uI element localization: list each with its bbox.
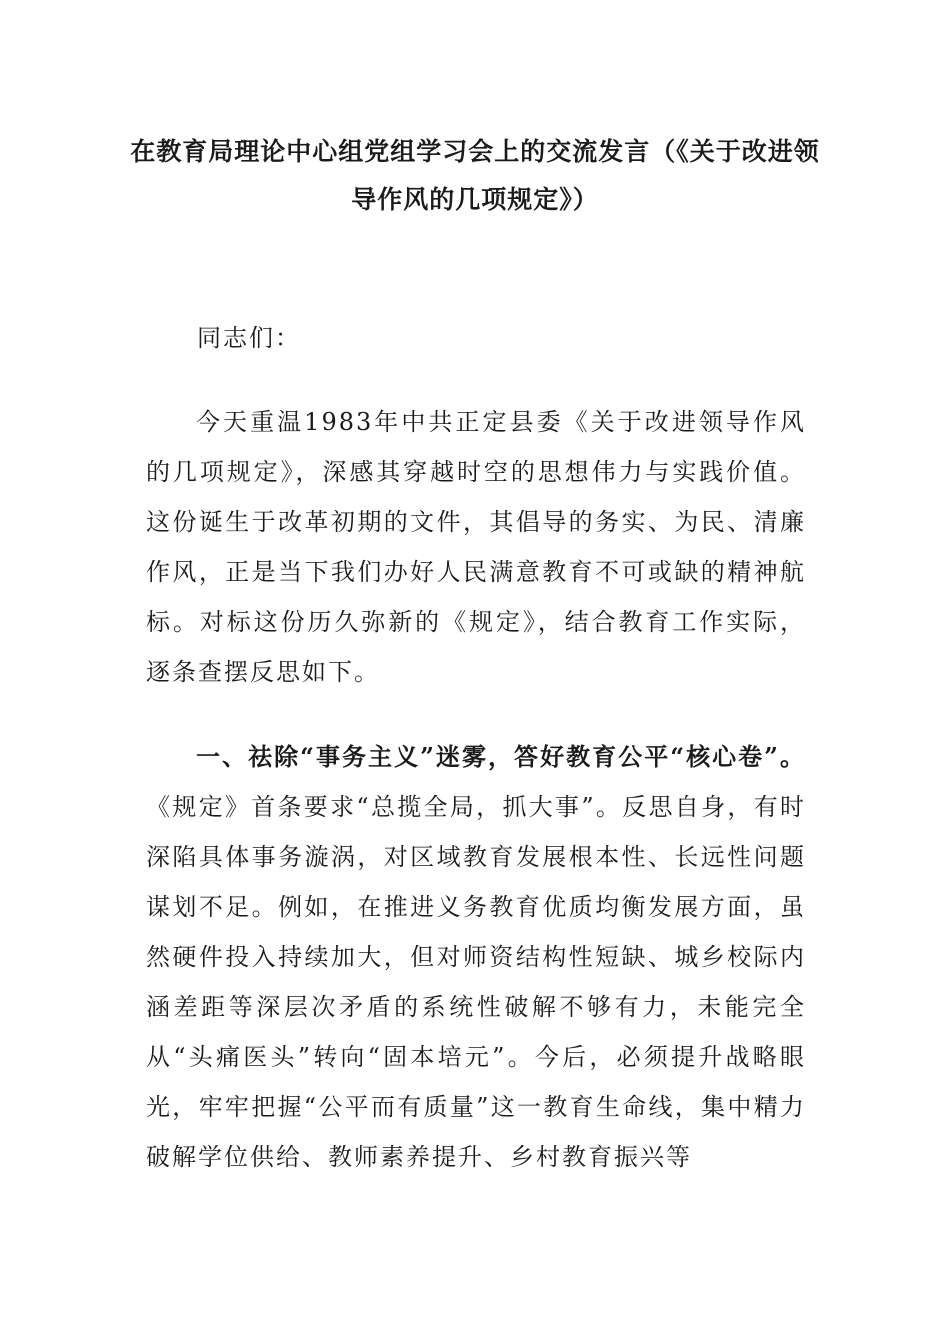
section-1-body: 《规定》首条要求“总揽全局，抓大事”。反思自身，有时深陷具体事务漩涡，对区域教育发展根本性、长远性问题谋划不足。例如，在推进义务教育优质均衡发展方面，虽然硬件投入持续加大，但对师资结构性短缺、城乡校际内涵差距等深层次矛盾的系统性破解不够有力，未能完全从“头痛医头”转向“固本培元”。今后，必须提升战略眼光，牢牢把握“公平而有质量”这一教育生命线，集中精力破解学位供给、教师素养提升、乡村教育振兴等 (146, 793, 806, 1171)
section-1-heading: 一、祛除“事务主义”迷雾，答好教育公平“核心卷”。 (196, 742, 806, 771)
document-title: 在教育局理论中心组党组学习会上的交流发言（《关于改进领导作风的几项规定》） (130, 137, 820, 214)
paragraph-intro: 今天重温1983年中共正定县委《关于改进领导作风的几项规定》，深感其穿越时空的思想伟力与实践价值。这份诞生于改革初期的文件，其倡导的务实、为民、清廉作风，正是当下我们办好人民满意教育不可或缺的精神航标。对标这份历久弥新的《规定》，结合教育工作实际，逐条查摆反思如下。 (146, 408, 806, 686)
salutation: 同志们： (197, 324, 301, 352)
paragraph-section-1 (146, 732, 806, 1182)
